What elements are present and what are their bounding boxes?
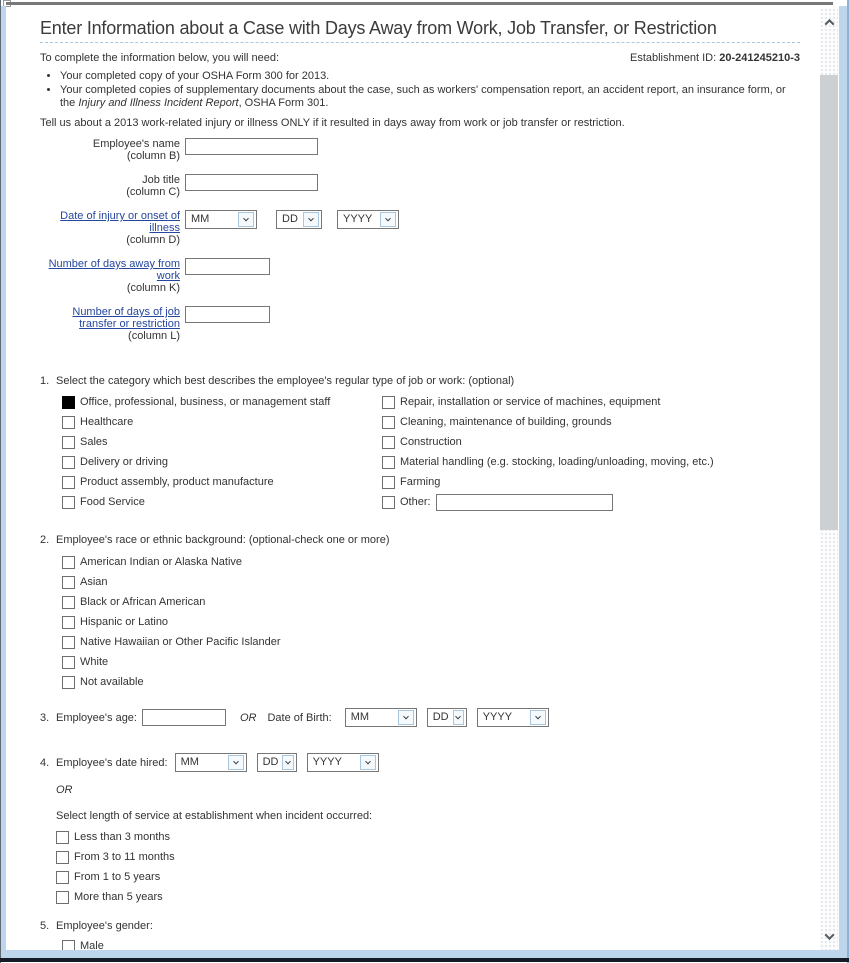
length-of-service-section [56,810,800,907]
question-4 [40,753,800,772]
q1-delivery-checkbox[interactable] [62,456,75,469]
job-title-row [40,174,800,198]
age-label: Employee's age: [56,711,137,724]
q1-option-product-assembly: Product assembly, product manufacture [62,472,382,492]
chevron-down-icon [530,710,546,725]
q1-sales-checkbox[interactable] [62,436,75,449]
injury-date-row [40,210,800,246]
q1-option-cleaning: Cleaning, maintenance of building, grounds [382,412,800,432]
scroll-up-button[interactable] [820,11,838,33]
question-4-number: 4. [40,756,50,769]
or-text: OR [239,711,257,724]
requirement-item-2: • Your completed copies of supplementary documents about the case, such as workers' compensation report, an accident report, an insurance form, or the Injury and Illness Incident Report, OSHA Form 301. [60,84,800,110]
q1-healthcare-checkbox[interactable] [62,416,75,429]
scrollbar-thumb[interactable] [820,75,838,530]
scroll-down-button[interactable] [820,925,838,947]
chevron-down-icon [380,212,396,227]
injury-date-month-select[interactable]: MM [185,210,257,229]
case-fields [40,138,800,342]
q2-option-white: White [62,652,800,672]
dob-label: Date of Birth: [267,711,332,724]
service-more-5-years-checkbox[interactable] [56,891,69,904]
question-3 [40,708,800,727]
frame-bottom-edge [0,958,849,962]
age-input[interactable] [142,709,226,726]
date-hired-label: Employee's date hired: [56,756,168,769]
requirements-list [60,70,800,110]
q2-native-hawaiian-checkbox[interactable] [62,636,75,649]
question-2-number: 2. [40,534,50,546]
question-5 [40,920,800,950]
job-title-input[interactable] [185,174,318,191]
gender-male-checkbox[interactable] [62,940,75,951]
chevron-down-icon [228,755,244,770]
or-text-2: OR [56,784,73,796]
q1-other-input[interactable] [436,494,613,511]
q2-not-available-checkbox[interactable] [62,676,75,689]
frame-top-border [6,2,833,5]
q2-american-indian-checkbox[interactable] [62,556,75,569]
q1-option-sales: Sales [62,432,382,452]
hired-month-select[interactable]: MM [175,753,247,772]
chevron-up-icon [824,18,834,28]
question-3-number: 3. [40,711,50,724]
scrollbar[interactable] [820,8,838,950]
days-transfer-input[interactable] [185,306,270,323]
frame-left-border [1,6,6,958]
frame-left-edge [0,0,1,963]
instruction-text: Tell us about a 2013 work-related injury or illness ONLY if it resulted in days away from work or job transfer or restriction. [40,117,625,129]
q1-option-delivery: Delivery or driving [62,452,382,472]
q1-food-service-checkbox[interactable] [62,496,75,509]
q1-option-farming: Farming [382,472,800,492]
establishment-id-value: 20-241245210-3 [719,52,800,64]
question-5-number: 5. [40,920,50,932]
service-3-11-months-checkbox[interactable] [56,851,69,864]
days-away-input[interactable] [185,258,270,275]
gender-label: Employee's gender: [56,920,153,932]
q2-option-hispanic: Hispanic or Latino [62,612,800,632]
q1-product-assembly-checkbox[interactable] [62,476,75,489]
service-option-3-11-months: From 3 to 11 months [56,847,800,867]
establishment-id [630,52,800,65]
q2-hispanic-checkbox[interactable] [62,616,75,629]
service-1-5-years-checkbox[interactable] [56,871,69,884]
job-title-label: Job title (column C) [126,174,180,198]
q1-material-handling-checkbox[interactable] [382,456,395,469]
q2-option-asian: Asian [62,572,800,592]
chevron-down-icon [453,710,464,725]
length-of-service-label: Select length of service at establishment when incident occurred: [56,810,373,822]
chevron-down-icon [238,212,254,227]
job-category-left-column [62,392,382,512]
q1-other-checkbox[interactable] [382,496,395,509]
days-transfer-help-link[interactable]: Number of days of job transfer or restriction [72,306,180,330]
q2-option-not-available: Not available [62,672,800,692]
service-option-1-5-years: From 1 to 5 years [56,867,800,887]
question-1 [40,375,800,512]
q1-option-office: Office, professional, business, or management staff [62,392,382,412]
q1-option-food-service: Food Service [62,492,382,512]
q2-black-checkbox[interactable] [62,596,75,609]
gender-option-male: Male [62,936,800,950]
requirement-item-1: • Your completed copy of your OSHA Form 300 for 2013. [60,70,800,83]
q1-office-checkbox[interactable] [62,396,75,409]
establishment-id-label: Establishment ID: [629,52,720,64]
hired-day-select[interactable]: DD [257,753,297,772]
injury-date-year-select[interactable]: YYYY [337,210,399,229]
injury-date-help-link[interactable]: Date of injury or onset of illness [60,210,180,234]
q1-option-repair: Repair, installation or service of machines, equipment [382,392,800,412]
page-title: Enter Information about a Case with Days Away from Work, Job Transfer, or Restriction [40,18,800,43]
q2-option-black: Black or African American [62,592,800,612]
question-1-number: 1. [40,375,50,387]
employee-name-row [40,138,800,162]
q1-farming-checkbox[interactable] [382,476,395,489]
chevron-down-icon [360,755,376,770]
incident-report-title: Injury and Illness Incident Report [78,97,239,109]
q2-asian-checkbox[interactable] [62,576,75,589]
days-transfer-label: Number of days of job transfer or restriction (column L) [72,306,180,342]
form-page [6,8,820,950]
service-option-less-3-months: Less than 3 months [56,827,800,847]
hired-year-select[interactable]: YYYY [307,753,379,772]
frame-bottom-border [1,950,847,958]
chevron-down-icon [824,930,834,940]
q1-option-other: Other: [382,492,800,512]
employee-name-input[interactable] [185,138,318,155]
q2-option-american-indian: American Indian or Alaska Native [62,552,800,572]
q1-option-construction: Construction [382,432,800,452]
injury-date-day-select[interactable]: DD [276,210,322,229]
employee-name-label: Employee's name (column B) [92,138,180,162]
days-away-label: Number of days away from work (column K) [48,258,180,294]
chevron-down-icon [398,710,414,725]
service-less-3-months-checkbox[interactable] [56,831,69,844]
days-away-row [40,258,800,294]
q1-cleaning-checkbox[interactable] [382,416,395,429]
question-2 [40,534,800,692]
chevron-down-icon [282,755,293,770]
dob-day-select[interactable]: DD [427,708,467,727]
q1-construction-checkbox[interactable] [382,436,395,449]
dob-month-select[interactable]: MM [345,708,417,727]
dob-year-select[interactable]: YYYY [477,708,549,727]
job-category-right-column [382,392,800,512]
days-away-help-link[interactable]: Number of days away from work [48,258,180,282]
intro-text: To complete the information below, you will need: [40,52,280,64]
question-2-text: Employee's race or ethnic background: (optional-check one or more) [56,534,390,546]
question-1-text: Select the category which best describes the employee's regular type of job or work: (optional) [56,375,515,387]
q2-white-checkbox[interactable] [62,656,75,669]
q1-option-material-handling: Material handling (e.g. stocking, loading/unloading, moving, etc.) [382,452,800,472]
frame-right-border [839,6,847,958]
injury-date-label: Date of injury or onset of illness (column D) [60,210,180,246]
service-option-more-5-years: More than 5 years [56,887,800,907]
q2-option-native-hawaiian: Native Hawaiian or Other Pacific Islander [62,632,800,652]
chevron-down-icon [303,212,319,227]
q1-repair-checkbox[interactable] [382,396,395,409]
q1-option-healthcare: Healthcare [62,412,382,432]
days-transfer-row [40,306,800,342]
